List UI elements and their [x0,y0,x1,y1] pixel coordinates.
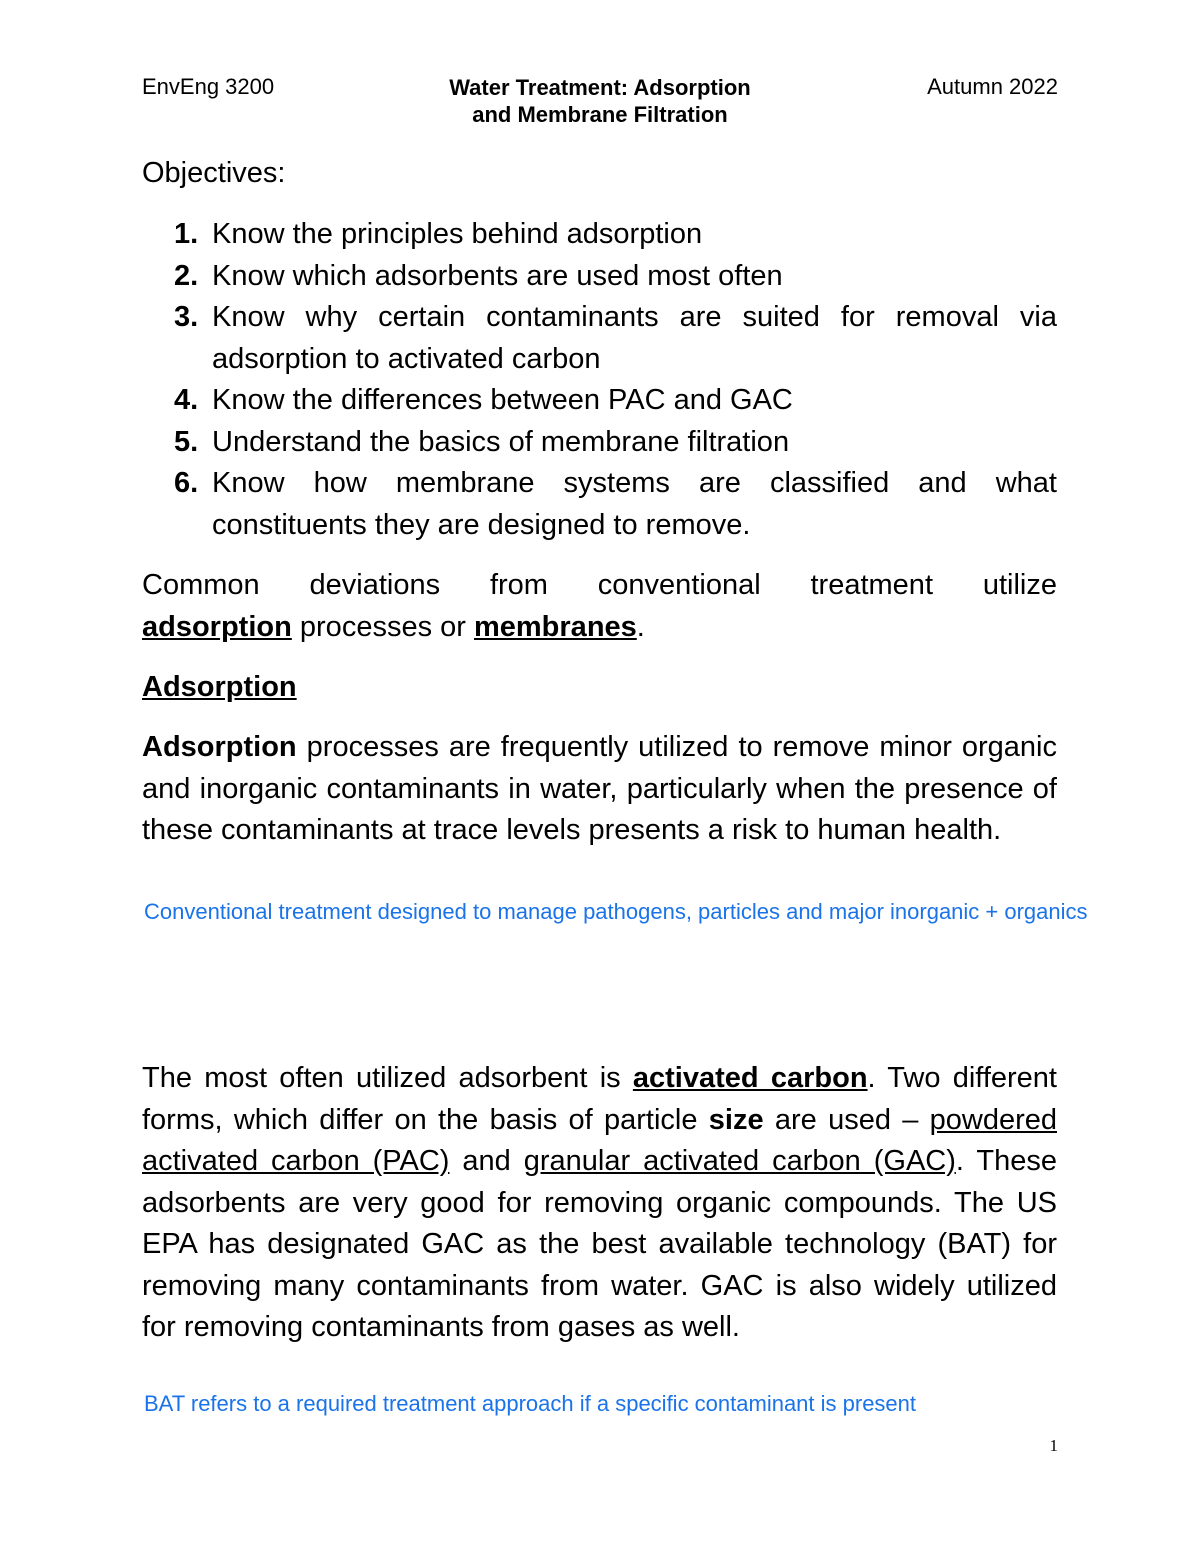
list-item-text: Know the differences between PAC and GAC [212,384,793,416]
list-item-number: 1. [174,218,199,250]
term-pac: powdered activated carbon (PAC) [142,1103,1058,1177]
page-number: 1 [1049,1436,1058,1455]
intro-mid-text: processes or [291,610,474,643]
list-item [142,422,1057,464]
document-title [350,74,850,128]
carbon-text-4: and [449,1145,524,1177]
intro-term-membranes: membranes [473,610,637,643]
adsorption-paragraph-text: processes are frequently utilized to remove minor organic and inorganic contaminants in water, particularly when the presence of these contaminants at trace levels presents a risk to human health. [142,731,1057,846]
intro-paragraph [142,565,1057,648]
adsorption-paragraph [142,727,1057,852]
document-title-line-1: Water Treatment: Adsorption [449,75,751,100]
list-item-number: 3. [174,301,199,333]
list-item-text: Know the principles behind adsorption [212,218,703,250]
list-item-number: 6. [174,467,199,499]
list-item-text: Know how membrane systems are classified and what constituents they are designed to remove. [212,467,1057,541]
term-size: size [708,1103,764,1136]
document-title-line-2: and Membrane Filtration [472,102,728,127]
list-item [142,256,1057,298]
list-item-number: 4. [174,384,199,416]
list-item [142,463,1057,546]
objectives-list [142,214,1057,546]
term-activated-carbon: activated carbon [632,1062,868,1094]
carbon-text-2: . Two different forms, which differ on the basis of particle [142,1062,1057,1136]
section-heading-adsorption: Adsorption [142,671,297,703]
annotation-note-conventional: Conventional treatment designed to manage pathogens, particles and major inorganic + organics [144,899,1088,924]
adsorption-term: Adsorption [142,731,297,763]
list-item-text: Know which adsorbents are used most often [212,259,783,292]
list-item-number: 5. [174,425,199,458]
term-label: Autumn 2022 [927,74,1058,99]
annotation-note-bat: BAT refers to a required treatment approach if a specific contaminant is present [144,1391,917,1416]
carbon-text-1: The most often utilized adsorbent is [142,1062,633,1094]
intro-term-adsorption: adsorption [142,610,292,643]
carbon-text-5: . These adsorbents are very good for removing organic compounds. The US EPA has designated GAC as the best available technology (BAT) for removing many contaminants from water. GAC is also widely utilized for removing contaminants from gases as well. [142,1145,1057,1343]
activated-carbon-paragraph [142,1058,1057,1349]
list-item [142,297,1057,380]
list-item-text: Know why certain contaminants are suited for removal via adsorption to activated carbon [212,301,1057,375]
term-gac: granular activated carbon (GAC) [523,1145,956,1177]
list-item-text: Understand the basics of membrane filtration [212,425,790,458]
objectives-label: Objectives: [142,157,286,189]
course-code: EnvEng 3200 [142,74,275,99]
carbon-text-3: are used – [763,1103,930,1136]
intro-line-2 [142,607,1057,649]
list-item [142,214,1057,256]
intro-line-1: Common deviations from conventional treatment utilize [142,569,1057,601]
intro-end-text: . [636,610,645,643]
list-item [142,380,1057,422]
list-item-number: 2. [174,259,199,292]
